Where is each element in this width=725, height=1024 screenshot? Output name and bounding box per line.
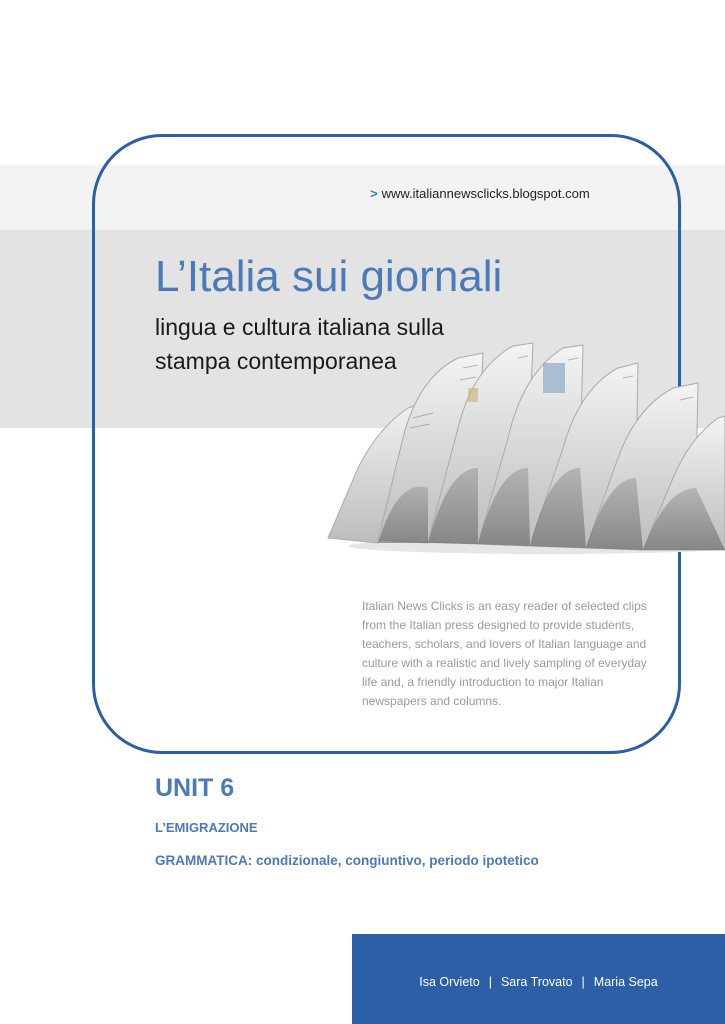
url-arrow-icon: > <box>370 186 378 201</box>
page-subtitle: lingua e cultura italiana sulla stampa contemporanea <box>155 314 444 374</box>
author-name: Isa Orvieto <box>419 975 480 989</box>
website-link[interactable] <box>370 186 590 201</box>
author-separator: | <box>581 975 585 989</box>
description-text: Italian News Clicks is an easy reader of selected clips from the Italian press designed to provide students, teachers, scholars, and lovers of Italian language and culture with a realistic and lively sampling of everyday life and, a friendly introduction to major Italian newspapers and columns. <box>362 599 647 708</box>
author-name: Sara Trovato <box>500 975 573 989</box>
unit-heading: UNIT 6 <box>155 774 235 802</box>
newspapers-image <box>318 318 725 558</box>
author-separator: | <box>488 975 492 989</box>
page-title: L’Italia sui giornali <box>155 252 503 301</box>
authors-list <box>352 975 725 989</box>
author-name: Maria Sepa <box>593 975 658 989</box>
authors-footer <box>352 934 725 1024</box>
unit-grammar: GRAMMATICA: condizionale, congiuntivo, periodo ipotetico <box>155 853 539 868</box>
website-url[interactable]: www.italiannewsclicks.blogspot.com <box>381 186 590 201</box>
unit-topic: L’EMIGRAZIONE <box>155 820 258 835</box>
